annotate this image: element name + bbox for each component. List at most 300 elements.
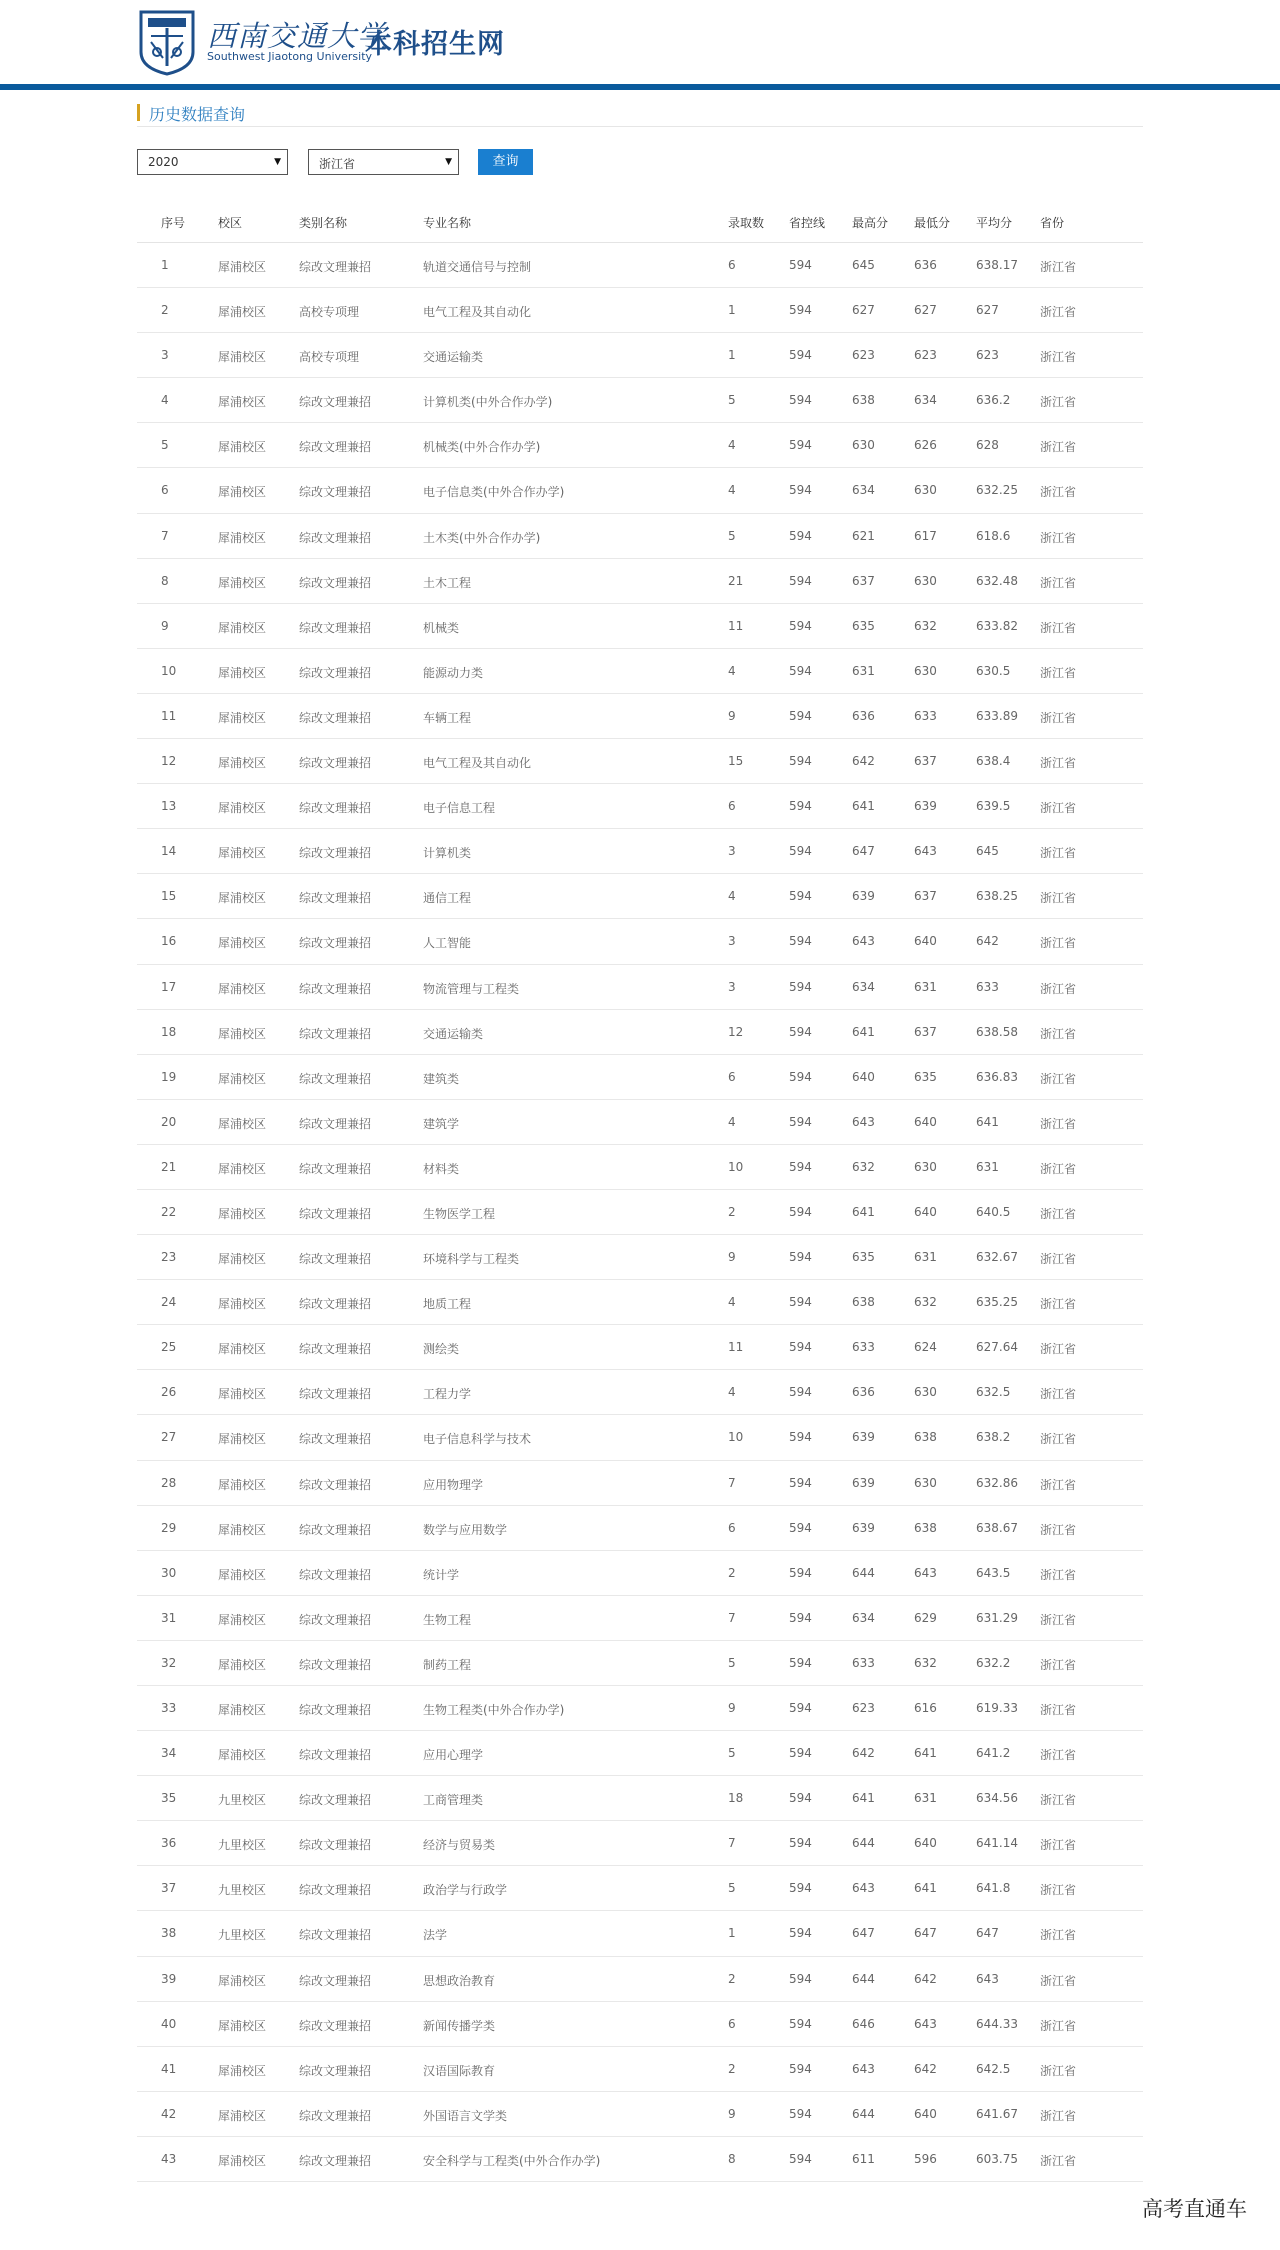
cell-campus: 犀浦校区 (218, 1748, 267, 1763)
cell-major: 计算机类 (423, 846, 472, 861)
cell-avg-score: 643 (976, 1971, 999, 1986)
cell-major: 物流管理与工程类 (423, 981, 520, 996)
cell-major: 电气工程及其自动化 (423, 305, 532, 320)
cell-max-score: 643 (852, 1114, 875, 1129)
table-row (137, 1325, 1143, 1370)
cell-control-line: 594 (789, 1069, 812, 1084)
cell-category: 高校专项理 (299, 305, 360, 320)
cell-major: 电子信息类(中外合作办学) (423, 485, 565, 500)
cell-campus: 犀浦校区 (218, 350, 267, 365)
cell-category: 综改文理兼招 (299, 575, 372, 590)
cell-min-score: 639 (914, 799, 937, 814)
cell-campus: 犀浦校区 (218, 1477, 267, 1492)
cell-admitted: 4 (728, 1295, 736, 1310)
cell-category: 综改文理兼招 (299, 1432, 372, 1447)
table-row (137, 2047, 1143, 2092)
cell-major: 思想政治教育 (423, 1973, 496, 1988)
cell-avg-score: 632.25 (976, 483, 1018, 498)
university-emblem-icon[interactable] (137, 8, 197, 76)
cell-control-line: 594 (789, 1836, 812, 1851)
cell-province: 浙江省 (1040, 620, 1077, 635)
cell-campus: 犀浦校区 (218, 1026, 267, 1041)
cell-control-line: 594 (789, 1114, 812, 1129)
cell-category: 综改文理兼招 (299, 395, 372, 410)
table-row (137, 423, 1143, 468)
cell-campus: 犀浦校区 (218, 440, 267, 455)
cell-province: 浙江省 (1040, 936, 1077, 951)
cell-campus: 犀浦校区 (218, 981, 267, 996)
cell-control-line: 594 (789, 1610, 812, 1625)
cell-control-line: 594 (789, 1971, 812, 1986)
cell-index: 1 (161, 258, 169, 272)
table-row (137, 559, 1143, 604)
cell-max-score: 627 (852, 303, 875, 318)
table-row (137, 1957, 1143, 2002)
cell-control-line: 594 (789, 708, 812, 723)
province-select-value: 浙江省 (319, 157, 356, 171)
cell-control-line: 594 (789, 2151, 812, 2166)
cell-category: 综改文理兼招 (299, 1342, 372, 1357)
cell-province: 浙江省 (1040, 1026, 1077, 1041)
cell-index: 25 (161, 1340, 177, 1355)
cell-category: 综改文理兼招 (299, 485, 372, 500)
cell-major: 通信工程 (423, 891, 472, 906)
cell-admitted: 18 (728, 1791, 744, 1806)
cell-province: 浙江省 (1040, 710, 1077, 725)
cell-avg-score: 632.5 (976, 1385, 1011, 1400)
cell-province: 浙江省 (1040, 1703, 1077, 1717)
table-row (137, 243, 1143, 288)
cell-avg-score: 641.14 (976, 1836, 1018, 1851)
col-header-control-line: 省控线 (789, 216, 826, 230)
cell-control-line: 594 (789, 348, 812, 363)
table-row (137, 1461, 1143, 1506)
cell-avg-score: 641.2 (976, 1746, 1011, 1761)
cell-index: 4 (161, 393, 169, 408)
section-title: 历史数据查询 (149, 105, 246, 124)
cell-province: 浙江省 (1040, 801, 1077, 816)
cell-avg-score: 635.25 (976, 1295, 1018, 1310)
cell-admitted: 10 (728, 1430, 744, 1445)
cell-avg-score: 638.25 (976, 889, 1018, 904)
table-row (137, 649, 1143, 694)
cell-max-score: 631 (852, 663, 875, 678)
cell-max-score: 638 (852, 393, 875, 408)
cell-major: 土木工程 (423, 575, 472, 590)
cell-province: 浙江省 (1040, 575, 1077, 590)
cell-avg-score: 642.5 (976, 2061, 1011, 2076)
cell-admitted: 5 (728, 1881, 736, 1896)
cell-avg-score: 645 (976, 844, 999, 859)
cell-index: 35 (161, 1791, 177, 1806)
cell-campus: 犀浦校区 (218, 530, 267, 545)
cell-index: 19 (161, 1069, 177, 1084)
cell-admitted: 11 (728, 1340, 744, 1355)
cell-major: 工程力学 (423, 1387, 472, 1402)
cell-admitted: 4 (728, 438, 736, 453)
cell-campus: 九里校区 (218, 1928, 267, 1943)
table-row (137, 1145, 1143, 1190)
cell-category: 综改文理兼招 (299, 440, 372, 455)
cell-province: 浙江省 (1040, 1612, 1077, 1627)
table-row (137, 1506, 1143, 1551)
cell-category: 综改文理兼招 (299, 846, 372, 861)
cell-major: 机械类 (423, 620, 460, 635)
cell-control-line: 594 (789, 934, 812, 949)
cell-avg-score: 618.6 (976, 528, 1011, 543)
cell-control-line: 594 (789, 2016, 812, 2031)
cell-campus: 犀浦校区 (218, 1612, 267, 1627)
cell-min-score: 617 (914, 528, 937, 543)
table-row (137, 604, 1143, 649)
cell-province: 浙江省 (1040, 2063, 1077, 2078)
cell-index: 27 (161, 1430, 177, 1445)
table-row (137, 1235, 1143, 1280)
cell-category: 综改文理兼招 (299, 1297, 372, 1312)
cell-control-line: 594 (789, 889, 812, 904)
cell-category: 综改文理兼招 (299, 1252, 372, 1267)
cell-campus: 犀浦校区 (218, 665, 267, 680)
cell-province: 浙江省 (1040, 1522, 1077, 1537)
cell-index: 21 (161, 1159, 177, 1174)
cell-admitted: 1 (728, 348, 736, 363)
cell-province: 浙江省 (1040, 1793, 1077, 1808)
cell-major: 工商管理类 (423, 1793, 484, 1808)
cell-category: 综改文理兼招 (299, 2063, 372, 2078)
cell-max-score: 638 (852, 1295, 875, 1310)
cell-province: 浙江省 (1040, 1071, 1077, 1086)
cell-max-score: 632 (852, 1159, 875, 1174)
cell-control-line: 594 (789, 618, 812, 633)
cell-major: 土木类(中外合作办学) (423, 530, 541, 545)
cell-max-score: 646 (852, 2016, 875, 2031)
table-row (137, 919, 1143, 964)
cell-campus: 犀浦校区 (218, 305, 267, 320)
cell-major: 电气工程及其自动化 (423, 756, 532, 771)
table-row (137, 378, 1143, 423)
table-row (137, 965, 1143, 1010)
cell-province: 浙江省 (1040, 1883, 1077, 1898)
site-title[interactable]: 本科招生网 (365, 29, 505, 60)
cell-avg-score: 636.2 (976, 393, 1011, 408)
cell-control-line: 594 (789, 1250, 812, 1265)
cell-min-score: 640 (914, 2106, 937, 2121)
year-select-value: 2020 (148, 155, 179, 169)
cell-admitted: 9 (728, 1250, 736, 1265)
cell-province: 浙江省 (1040, 1973, 1077, 1988)
cell-control-line: 594 (789, 1926, 812, 1941)
cell-min-score: 637 (914, 889, 937, 904)
cell-min-score: 636 (914, 258, 937, 272)
cell-campus: 犀浦校区 (218, 395, 267, 410)
cell-campus: 犀浦校区 (218, 1703, 267, 1717)
cell-category: 综改文理兼招 (299, 530, 372, 545)
cell-index: 16 (161, 934, 177, 949)
cell-category: 综改文理兼招 (299, 1477, 372, 1492)
cell-major: 交通运输类 (423, 350, 484, 365)
cell-avg-score: 638.4 (976, 754, 1011, 769)
cell-index: 14 (161, 844, 177, 859)
cell-admitted: 4 (728, 1114, 736, 1129)
cell-min-score: 640 (914, 1836, 937, 1851)
cell-major: 车辆工程 (423, 710, 472, 725)
cell-campus: 犀浦校区 (218, 756, 267, 771)
cell-index: 28 (161, 1475, 177, 1490)
cell-min-score: 637 (914, 1024, 937, 1039)
cell-index: 31 (161, 1610, 177, 1625)
cell-admitted: 4 (728, 663, 736, 678)
table-row (137, 1596, 1143, 1641)
cell-major: 安全科学与工程类(中外合作办学) (423, 2153, 601, 2168)
cell-index: 33 (161, 1701, 177, 1715)
cell-avg-score: 644.33 (976, 2016, 1018, 2031)
cell-major: 法学 (423, 1928, 448, 1943)
cell-province: 浙江省 (1040, 1297, 1077, 1312)
cell-control-line: 594 (789, 303, 812, 318)
cell-major: 汉语国际教育 (423, 2063, 496, 2078)
cell-avg-score: 633 (976, 979, 999, 994)
cell-min-score: 631 (914, 1791, 937, 1806)
cell-avg-score: 633.82 (976, 618, 1018, 633)
cell-index: 13 (161, 799, 177, 814)
cell-index: 32 (161, 1655, 177, 1670)
table-row (137, 784, 1143, 829)
cell-index: 41 (161, 2061, 177, 2076)
cell-max-score: 643 (852, 2061, 875, 2076)
table-row (137, 1010, 1143, 1055)
cell-max-score: 623 (852, 348, 875, 363)
cell-index: 39 (161, 1971, 177, 1986)
cell-admitted: 8 (728, 2151, 736, 2166)
cell-control-line: 594 (789, 2106, 812, 2121)
cell-admitted: 2 (728, 1204, 736, 1219)
cell-max-score: 634 (852, 483, 875, 498)
cell-province: 浙江省 (1040, 395, 1077, 410)
table-row (137, 333, 1143, 378)
cell-province: 浙江省 (1040, 350, 1077, 365)
cell-avg-score: 638.67 (976, 1520, 1018, 1535)
cell-major: 外国语言文学类 (423, 2108, 508, 2123)
cell-campus: 犀浦校区 (218, 620, 267, 635)
cell-province: 浙江省 (1040, 530, 1077, 545)
cell-province: 浙江省 (1040, 1252, 1077, 1267)
cell-avg-score: 623 (976, 348, 999, 363)
cell-index: 36 (161, 1836, 177, 1851)
cell-min-score: 631 (914, 979, 937, 994)
cell-major: 生物工程类(中外合作办学) (423, 1703, 565, 1717)
cell-min-score: 642 (914, 2061, 937, 2076)
cell-control-line: 594 (789, 1340, 812, 1355)
cell-admitted: 7 (728, 1836, 736, 1851)
query-button[interactable]: 查询 (478, 149, 533, 175)
cell-category: 综改文理兼招 (299, 665, 372, 680)
cell-category: 综改文理兼招 (299, 1883, 372, 1898)
cell-campus: 犀浦校区 (218, 891, 267, 906)
cell-avg-score: 638.2 (976, 1430, 1011, 1445)
cell-index: 8 (161, 573, 169, 588)
cell-campus: 犀浦校区 (218, 2018, 267, 2033)
cell-min-score: 630 (914, 483, 937, 498)
cell-control-line: 594 (789, 573, 812, 588)
cell-campus: 犀浦校区 (218, 1657, 267, 1672)
cell-max-score: 634 (852, 979, 875, 994)
cell-category: 综改文理兼招 (299, 1703, 372, 1717)
cell-campus: 犀浦校区 (218, 1297, 267, 1312)
province-select[interactable] (308, 149, 459, 175)
table-row (137, 1731, 1143, 1776)
cell-category: 综改文理兼招 (299, 1928, 372, 1943)
cell-admitted: 4 (728, 889, 736, 904)
cell-campus: 九里校区 (218, 1793, 267, 1808)
cell-control-line: 594 (789, 1385, 812, 1400)
cell-index: 20 (161, 1114, 177, 1129)
cell-index: 22 (161, 1204, 177, 1219)
cell-major: 能源动力类 (423, 665, 484, 680)
cell-category: 高校专项理 (299, 350, 360, 365)
cell-major: 计算机类(中外合作办学) (423, 395, 553, 410)
cell-index: 40 (161, 2016, 177, 2031)
cell-index: 9 (161, 618, 169, 633)
cell-max-score: 633 (852, 1655, 875, 1670)
cell-campus: 犀浦校区 (218, 1206, 267, 1221)
cell-avg-score: 638.58 (976, 1024, 1018, 1039)
cell-max-score: 641 (852, 799, 875, 814)
cell-campus: 犀浦校区 (218, 846, 267, 861)
cell-admitted: 15 (728, 754, 744, 769)
cell-admitted: 6 (728, 1520, 736, 1535)
cell-province: 浙江省 (1040, 1432, 1077, 1447)
cell-max-score: 644 (852, 2106, 875, 2121)
table-row (137, 2092, 1143, 2137)
table-row (137, 1415, 1143, 1460)
cell-avg-score: 642 (976, 934, 999, 949)
cell-category: 综改文理兼招 (299, 1387, 372, 1402)
cell-avg-score: 633.89 (976, 708, 1018, 723)
cell-control-line: 594 (789, 1701, 812, 1715)
cell-major: 应用心理学 (423, 1748, 484, 1763)
cell-control-line: 594 (789, 528, 812, 543)
table-row (137, 468, 1143, 513)
cell-campus: 九里校区 (218, 1838, 267, 1853)
cell-admitted: 9 (728, 708, 736, 723)
table-row (137, 514, 1143, 559)
cell-province: 浙江省 (1040, 305, 1077, 320)
cell-admitted: 5 (728, 528, 736, 543)
cell-control-line: 594 (789, 754, 812, 769)
cell-min-score: 638 (914, 1520, 937, 1535)
cell-index: 26 (161, 1385, 177, 1400)
col-header-max-score: 最高分 (852, 216, 889, 230)
cell-control-line: 594 (789, 1295, 812, 1310)
logo-english-name[interactable]: Southwest Jiaotong University (207, 50, 373, 63)
cell-admitted: 12 (728, 1024, 744, 1039)
cell-admitted: 6 (728, 799, 736, 814)
cell-max-score: 635 (852, 1250, 875, 1265)
section-header (137, 102, 1143, 127)
cell-category: 综改文理兼招 (299, 1161, 372, 1176)
cell-category: 综改文理兼招 (299, 260, 372, 274)
cell-control-line: 594 (789, 844, 812, 859)
cell-control-line: 594 (789, 258, 812, 272)
cell-max-score: 639 (852, 1475, 875, 1490)
cell-min-score: 635 (914, 1069, 937, 1084)
cell-max-score: 644 (852, 1971, 875, 1986)
cell-category: 综改文理兼招 (299, 2108, 372, 2123)
cell-control-line: 594 (789, 1024, 812, 1039)
cell-campus: 犀浦校区 (218, 1161, 267, 1176)
cell-index: 6 (161, 483, 169, 498)
table-body (137, 243, 1143, 2182)
cell-major: 机械类(中外合作办学) (423, 440, 541, 455)
cell-min-score: 630 (914, 1475, 937, 1490)
cell-major: 建筑类 (423, 1071, 460, 1086)
cell-max-score: 633 (852, 1340, 875, 1355)
cell-category: 综改文理兼招 (299, 1748, 372, 1763)
cell-avg-score: 628 (976, 438, 999, 453)
logo-chinese-name[interactable]: 西南交通大学 (207, 19, 388, 53)
cell-max-score: 637 (852, 573, 875, 588)
cell-min-score: 616 (914, 1701, 937, 1715)
cell-max-score: 639 (852, 889, 875, 904)
table-row (137, 1055, 1143, 1100)
cell-admitted: 10 (728, 1159, 744, 1174)
cell-index: 29 (161, 1520, 177, 1535)
cell-min-score: 638 (914, 1430, 937, 1445)
cell-avg-score: 643.5 (976, 1565, 1011, 1580)
cell-admitted: 11 (728, 618, 744, 633)
cell-max-score: 639 (852, 1520, 875, 1535)
cell-index: 11 (161, 708, 177, 723)
cell-control-line: 594 (789, 1655, 812, 1670)
cell-control-line: 594 (789, 1565, 812, 1580)
cell-admitted: 3 (728, 934, 736, 949)
cell-avg-score: 632.67 (976, 1250, 1018, 1265)
cell-index: 10 (161, 663, 177, 678)
cell-avg-score: 632.48 (976, 573, 1018, 588)
cell-campus: 犀浦校区 (218, 485, 267, 500)
cell-category: 综改文理兼招 (299, 1567, 372, 1582)
cell-index: 43 (161, 2151, 177, 2166)
cell-major: 环境科学与工程类 (423, 1252, 520, 1267)
table-row (137, 1686, 1143, 1731)
cell-avg-score: 634.56 (976, 1791, 1018, 1806)
cell-max-score: 635 (852, 618, 875, 633)
cell-major: 政治学与行政学 (423, 1883, 508, 1898)
cell-category: 综改文理兼招 (299, 1116, 372, 1131)
table-row (137, 1370, 1143, 1415)
cell-avg-score: 641.8 (976, 1881, 1011, 1896)
cell-max-score: 621 (852, 528, 875, 543)
table-row (137, 1866, 1143, 1911)
cell-index: 17 (161, 979, 177, 994)
table-row (137, 288, 1143, 333)
cell-avg-score: 638.17 (976, 258, 1018, 272)
cell-index: 23 (161, 1250, 177, 1265)
cell-min-score: 630 (914, 663, 937, 678)
cell-min-score: 642 (914, 1971, 937, 1986)
cell-major: 建筑学 (423, 1116, 460, 1131)
cell-campus: 犀浦校区 (218, 2153, 267, 2168)
cell-index: 12 (161, 754, 177, 769)
cell-min-score: 643 (914, 2016, 937, 2031)
cell-category: 综改文理兼招 (299, 1973, 372, 1988)
cell-category: 综改文理兼招 (299, 1838, 372, 1853)
table-row (137, 2002, 1143, 2047)
year-select[interactable] (137, 149, 288, 175)
cell-admitted: 3 (728, 844, 736, 859)
table-row (137, 739, 1143, 784)
cell-avg-score: 632.86 (976, 1475, 1018, 1490)
